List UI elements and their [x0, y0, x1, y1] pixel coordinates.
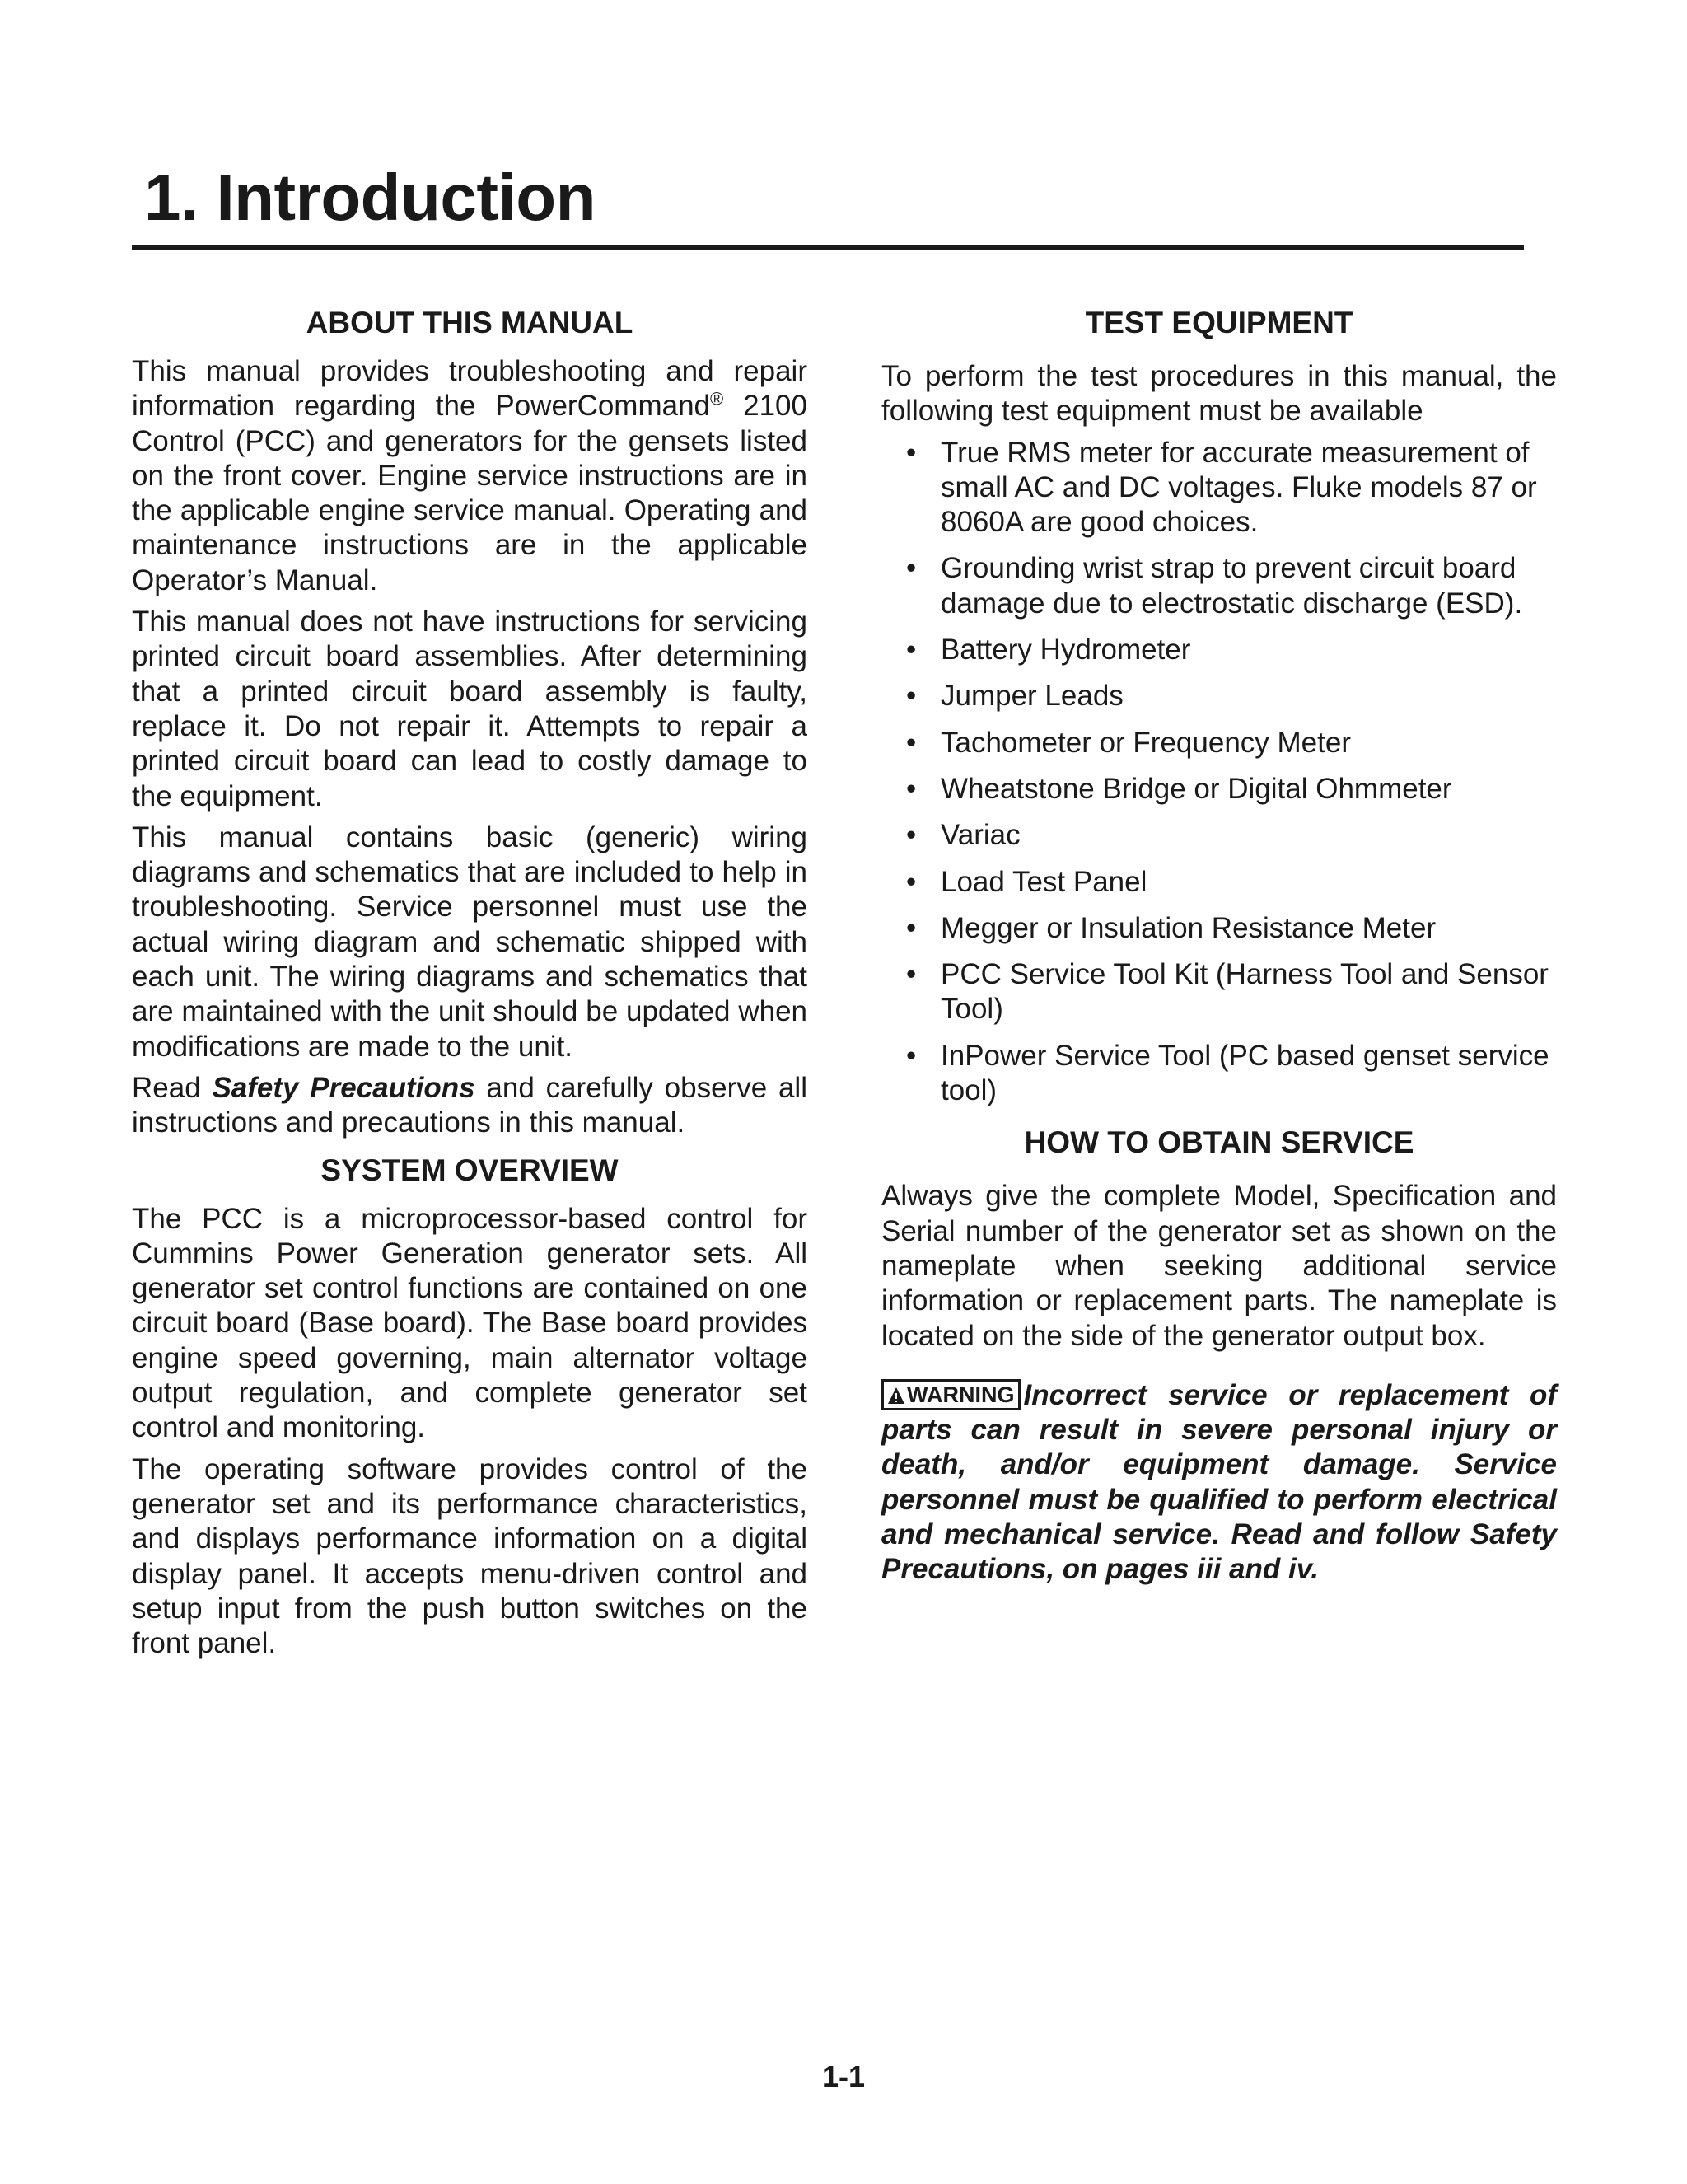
test-equipment-heading: TEST EQUIPMENT [1085, 306, 1353, 339]
about-paragraph-4: Read Safety Precautions and carefully observe all instructions and precautions in this manual. [132, 1071, 807, 1139]
list-item: • Jumper Leads [906, 680, 1124, 713]
overview-paragraph-2: The operating software provides control of the generator set and its performance characteristics, and displays performance information on a digital display panel. It accepts menu-driven control and setup input from the push button switches on the front panel. [132, 1452, 807, 1660]
warning-text: Incorrect service or replacement of parts can result in severe personal injury or death, and/or equipment damage. Service personnel must be qualified to perform electrical and mechanical service. Read and follow Safety Precautions, on pages iii and iv. [881, 1378, 1557, 1586]
list-item: • Grounding wrist strap to prevent circuit board damage due to electrostatic discharge (ESD). [906, 552, 1523, 620]
overview-heading: SYSTEM OVERVIEW [320, 1153, 619, 1187]
about-paragraph-3: This manual contains basic (generic) wiring diagrams and schematics that are included to help in troubleshooting. Service personnel must use the actual wiring diagram and schematic shipped with each unit. The wiring diagrams and schematics that are maintained with the unit should be updated when modifications are made to the unit. [132, 821, 807, 1063]
list-item: • Megger or Insulation Resistance Meter [906, 911, 1437, 944]
safety-precautions-emphasis: Safety Precautions [212, 1071, 475, 1104]
about-paragraph-2: This manual does not have instructions for servicing printed circuit board assemblies. After determining that a printed circuit board assembly is faulty, replace it. Do not repair it. Attempts to repair a printed circuit board can lead to costly damage to the equipment. [132, 606, 807, 812]
system-overview-section [132, 1153, 807, 1662]
how-to-obtain-service-section [881, 1125, 1557, 1587]
overview-paragraph-1: The PCC is a microprocessor-based control for Cummins Power Generation generator sets. All generator set control functions are contained on one circuit board (Base board). The Base board provides engine speed governing, main alternator voltage output regulation, and complete generator set control and monitoring. [132, 1202, 807, 1444]
list-item: • Wheatstone Bridge or Digital Ohmmeter [906, 772, 1452, 805]
warning-paragraph [881, 1378, 1557, 1588]
list-item: • PCC Service Tool Kit (Harness Tool and Sensor Tool) [906, 958, 1549, 1026]
page-number: 1-1 [821, 2060, 866, 2093]
test-equipment-section [881, 305, 1557, 1108]
list-item: • InPower Service Tool (PC based genset service tool) [906, 1039, 1549, 1107]
registered-mark: ® [710, 388, 724, 409]
warning-label: WARNING [881, 1379, 1021, 1410]
about-paragraph-1: This manual provides troubleshooting and repair information regarding the PowerCommand® 2100 Control (PCC) and generators for the gensets listed on the front cover. Engine service instructions are in the applicable engine service manual. Operating and maintenance instructions are in the applicable Operator’s Manual. [132, 355, 807, 596]
service-heading: HOW TO OBTAIN SERVICE [1024, 1125, 1414, 1160]
title-rule [132, 245, 1524, 250]
right-column [881, 305, 1557, 1594]
test-equipment-intro: To perform the test procedures in this manual, the following test equipment must be available [881, 360, 1557, 428]
warning-triangle-icon [887, 1387, 905, 1405]
list-item: • Variac [906, 819, 1021, 852]
test-equipment-list [881, 436, 1557, 1109]
list-item: • Tachometer or Frequency Meter [906, 726, 1351, 759]
left-column [132, 305, 807, 1667]
list-item: • Load Test Panel [906, 865, 1147, 898]
about-this-manual-section [132, 305, 807, 1141]
list-item: • True RMS meter for accurate measurement of small AC and DC voltages. Fluke models 87 or 8060A are good choices. [906, 436, 1537, 539]
chapter-title: 1. Introduction [144, 161, 596, 234]
service-paragraph: Always give the complete Model, Specification and Serial number of the generator set as shown on the nameplate when seeking additional service information or replacement parts. The nameplate is located on the side of the generator output box. [881, 1180, 1557, 1352]
list-item: • Battery Hydrometer [906, 634, 1191, 666]
about-heading: ABOUT THIS MANUAL [306, 306, 633, 339]
